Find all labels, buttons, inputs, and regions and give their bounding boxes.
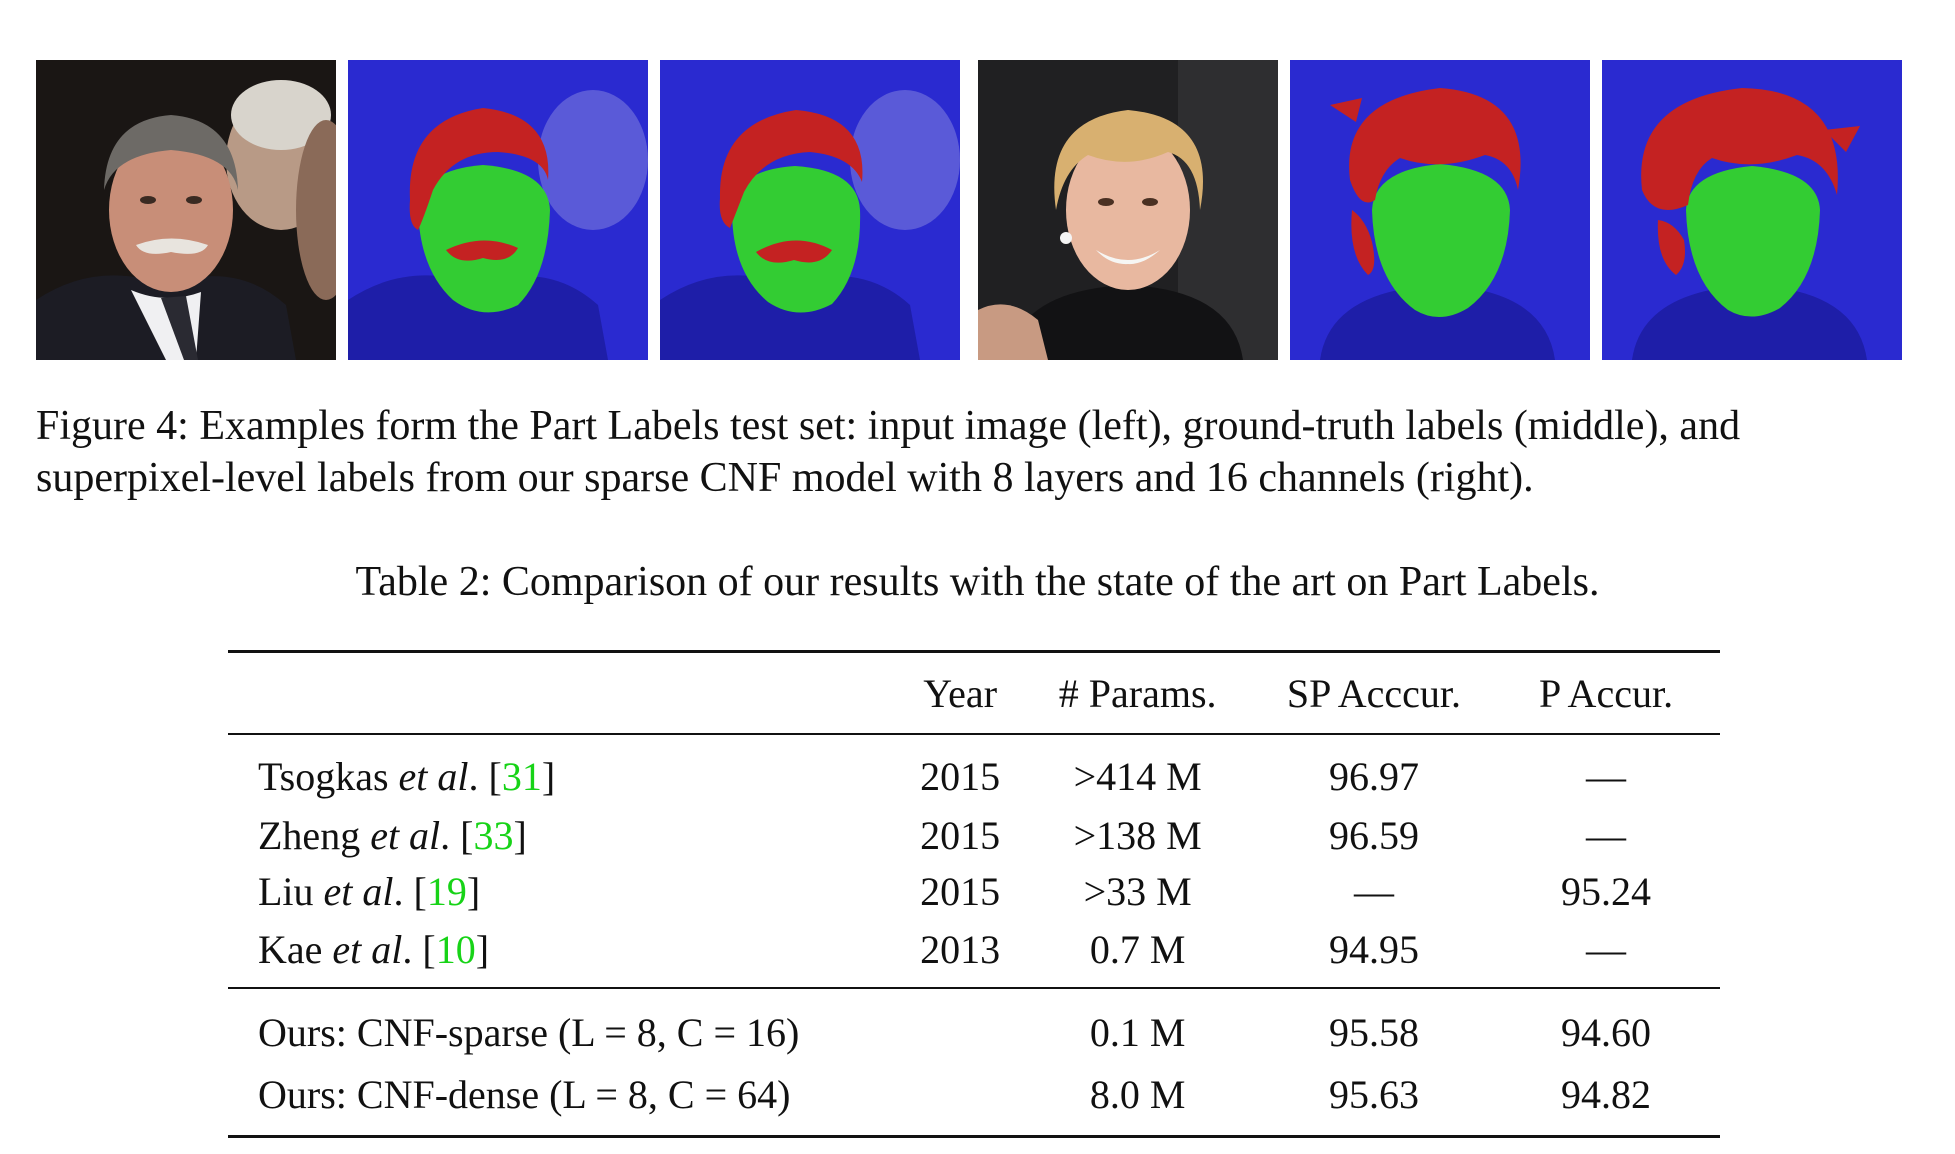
header-method [228,652,901,735]
p-accuracy-cell: 94.82 [1561,1071,1652,1117]
method-cell: Kae et al. [10] [258,926,490,972]
table-row [228,1063,1720,1137]
results-table [228,650,1720,1138]
params-cell: 0.7 M [1089,926,1186,972]
citation-link[interactable]: 19 [426,868,467,914]
author-name: Liu [258,868,314,914]
et-al: et al [332,926,403,972]
ground-truth-labels-man [348,60,648,360]
method-cell: Ours: CNF-dense (L = 8, C = 64) [258,1071,791,1117]
method-cell: Ours: CNF-sparse (L = 8, C = 16) [258,1009,800,1055]
year-cell: 2013 [920,926,1001,972]
ground-truth-labels-woman [1290,60,1590,360]
man-photo-illustration [36,60,336,360]
predicted-labels-man [660,60,960,360]
figure-strip [36,60,1916,360]
year-cell [901,1063,1020,1137]
params-cell: 0.1 M [1089,1009,1186,1055]
year-cell: 2015 [920,812,1001,858]
p-accuracy-cell: 95.24 [1561,868,1652,914]
citation-link[interactable]: 31 [501,753,542,799]
input-image-woman [978,60,1278,360]
predicted-labels-woman [1602,60,1902,360]
year-cell [901,988,1020,1063]
table-row [228,734,1720,807]
man-predicted-mask [660,60,960,360]
citation-link[interactable]: 33 [473,812,514,858]
sp-accuracy-cell: 94.95 [1328,926,1419,972]
sp-accuracy-cell: 96.59 [1328,812,1419,858]
sp-accuracy-cell: 95.58 [1328,1009,1419,1055]
author-name: Kae [258,926,323,972]
table-title: Table 2: Comparison of our results with the state of the art on Part Labels. [355,559,1600,605]
et-al-period: . [393,868,404,914]
method-cell: Liu et al. [19] [258,868,481,914]
params-cell: >414 M [1073,753,1202,799]
method-cell: Zheng et al. [33] [258,812,527,858]
p-accuracy-cell: — [1586,926,1627,972]
et-al-period: . [402,926,413,972]
input-image-man [36,60,336,360]
author-name: Tsogkas [258,753,389,799]
sp-accuracy-cell: 95.63 [1328,1071,1419,1117]
year-cell: 2015 [920,753,1001,799]
header-year: Year [923,670,998,716]
et-al: et al [323,868,394,914]
params-cell: >138 M [1073,812,1202,858]
our-results-rows [228,988,1720,1137]
woman-predicted-mask [1602,60,1902,360]
sp-accuracy-cell: 96.97 [1328,753,1419,799]
table-row [228,919,1720,988]
year-cell: 2015 [920,868,1001,914]
header-sp-accuracy: SP Acccur. [1286,670,1461,716]
p-accuracy-cell: 94.60 [1561,1009,1652,1055]
params-cell: >33 M [1083,868,1192,914]
prior-work-rows [228,734,1720,988]
table-row [228,988,1720,1063]
et-al: et al [370,812,441,858]
params-cell: 8.0 M [1089,1071,1186,1117]
p-accuracy-cell: — [1586,753,1627,799]
woman-ground-truth-mask [1290,60,1590,360]
method-cell: Tsogkas et al. [31] [258,753,556,799]
table-row [228,863,1720,919]
et-al-period: . [440,812,451,858]
man-ground-truth-mask [348,60,648,360]
header-params: # Params. [1058,670,1217,716]
et-al: et al [398,753,469,799]
et-al-period: . [468,753,479,799]
table-row [228,807,1720,863]
author-name: Zheng [258,812,361,858]
figure-caption: Figure 4: Examples form the Part Labels test set: input image (left), ground-truth labels (middle), and superpixel-level labels from our sparse CNF model with 8 layers and 16 channels (right). [36,403,1741,501]
woman-photo-illustration [978,60,1278,360]
header-p-accuracy: P Accur. [1539,670,1674,716]
p-accuracy-cell: — [1586,812,1627,858]
sp-accuracy-cell: — [1353,868,1394,914]
table-header-row [228,652,1720,735]
citation-link[interactable]: 10 [435,926,476,972]
